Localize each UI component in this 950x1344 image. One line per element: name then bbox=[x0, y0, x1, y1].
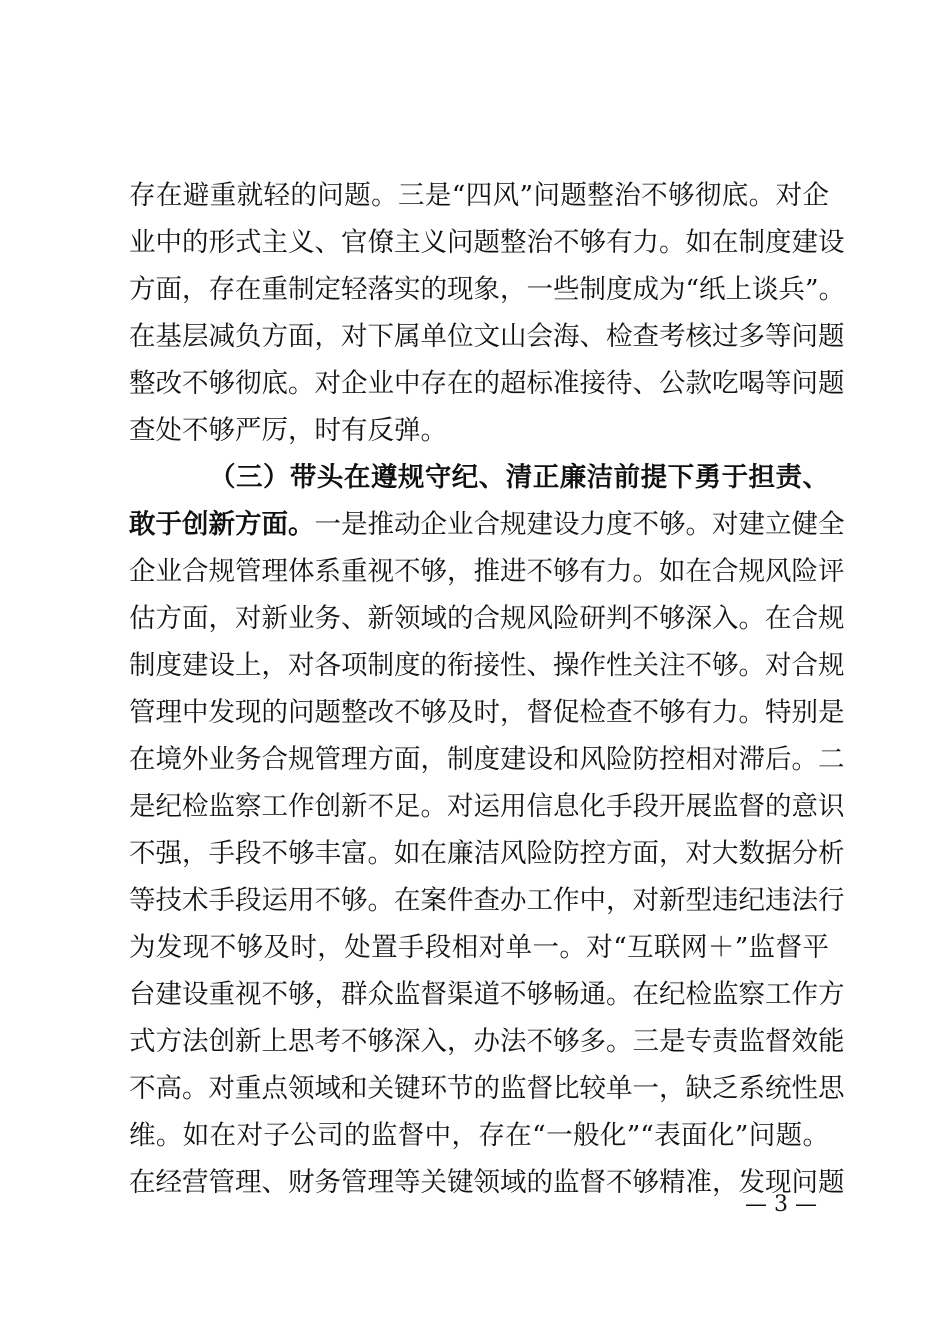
paragraph-line: 管理中发现的问题整改不够及时，督促检查不够有力。特别是 bbox=[129, 697, 845, 728]
paragraph-line: 在经营管理、财务管理等关键领域的监督不够精准，发现问题 bbox=[129, 1167, 845, 1198]
paragraph-line: 存在避重就轻的问题。三是“四风”问题整治不够彻底。对企 bbox=[129, 180, 829, 211]
paragraph-line: 不强，手段不够丰富。如在廉洁风险防控方面，对大数据分析 bbox=[129, 838, 845, 869]
paragraph-text: 一是推动企业合规建设力度不够。对建立健全 bbox=[314, 509, 845, 540]
paragraph-line: 业中的形式主义、官僚主义问题整治不够有力。如在制度建设 bbox=[129, 227, 845, 258]
paragraph-line: 估方面，对新业务、新领域的合规风险研判不够深入。在合规 bbox=[129, 603, 845, 634]
paragraph-line: 整改不够彻底。对企业中存在的超标准接待、公款吃喝等问题 bbox=[129, 368, 845, 399]
paragraph-line: 查处不够严厉，时有反弹。 bbox=[129, 415, 447, 446]
paragraph-line: 台建设重视不够，群众监督渠道不够畅通。在纪检监察工作方 bbox=[129, 979, 845, 1010]
section-heading-line: （三）带头在遵规守纪、清正廉洁前提下勇于担责、 bbox=[209, 462, 829, 493]
paragraph-line: 在境外业务合规管理方面，制度建设和风险防控相对滞后。二 bbox=[129, 744, 845, 775]
paragraph-line: 式方法创新上思考不够深入，办法不够多。三是专责监督效能 bbox=[129, 1026, 845, 1057]
paragraph-line: 维。如在对子公司的监督中，存在“一般化”“表面化”问题。 bbox=[129, 1120, 829, 1151]
paragraph-line: 是纪检监察工作创新不足。对运用信息化手段开展监督的意识 bbox=[129, 791, 845, 822]
paragraph-line: 在基层减负方面，对下属单位文山会海、检查考核过多等问题 bbox=[129, 321, 845, 352]
paragraph-line: 企业合规管理体系重视不够，推进不够有力。如在合规风险评 bbox=[129, 556, 845, 587]
section-heading-tail: 敢于创新方面。 bbox=[129, 509, 315, 540]
paragraph-line: 制度建设上，对各项制度的衔接性、操作性关注不够。对合规 bbox=[129, 650, 845, 681]
page-number: — 3 — bbox=[745, 1192, 817, 1217]
document-body bbox=[129, 172, 846, 1206]
paragraph-line: 为发现不够及时，处置手段相对单一。对“互联网＋”监督平 bbox=[129, 932, 829, 963]
paragraph-line bbox=[129, 501, 845, 548]
paragraph-line: 等技术手段运用不够。在案件查办工作中，对新型违纪违法行 bbox=[129, 885, 845, 916]
paragraph-line: 不高。对重点领域和关键环节的监督比较单一，缺乏系统性思 bbox=[129, 1073, 845, 1104]
paragraph-line: 方面，存在重制定轻落实的现象，一些制度成为“纸上谈兵”。 bbox=[129, 274, 846, 305]
